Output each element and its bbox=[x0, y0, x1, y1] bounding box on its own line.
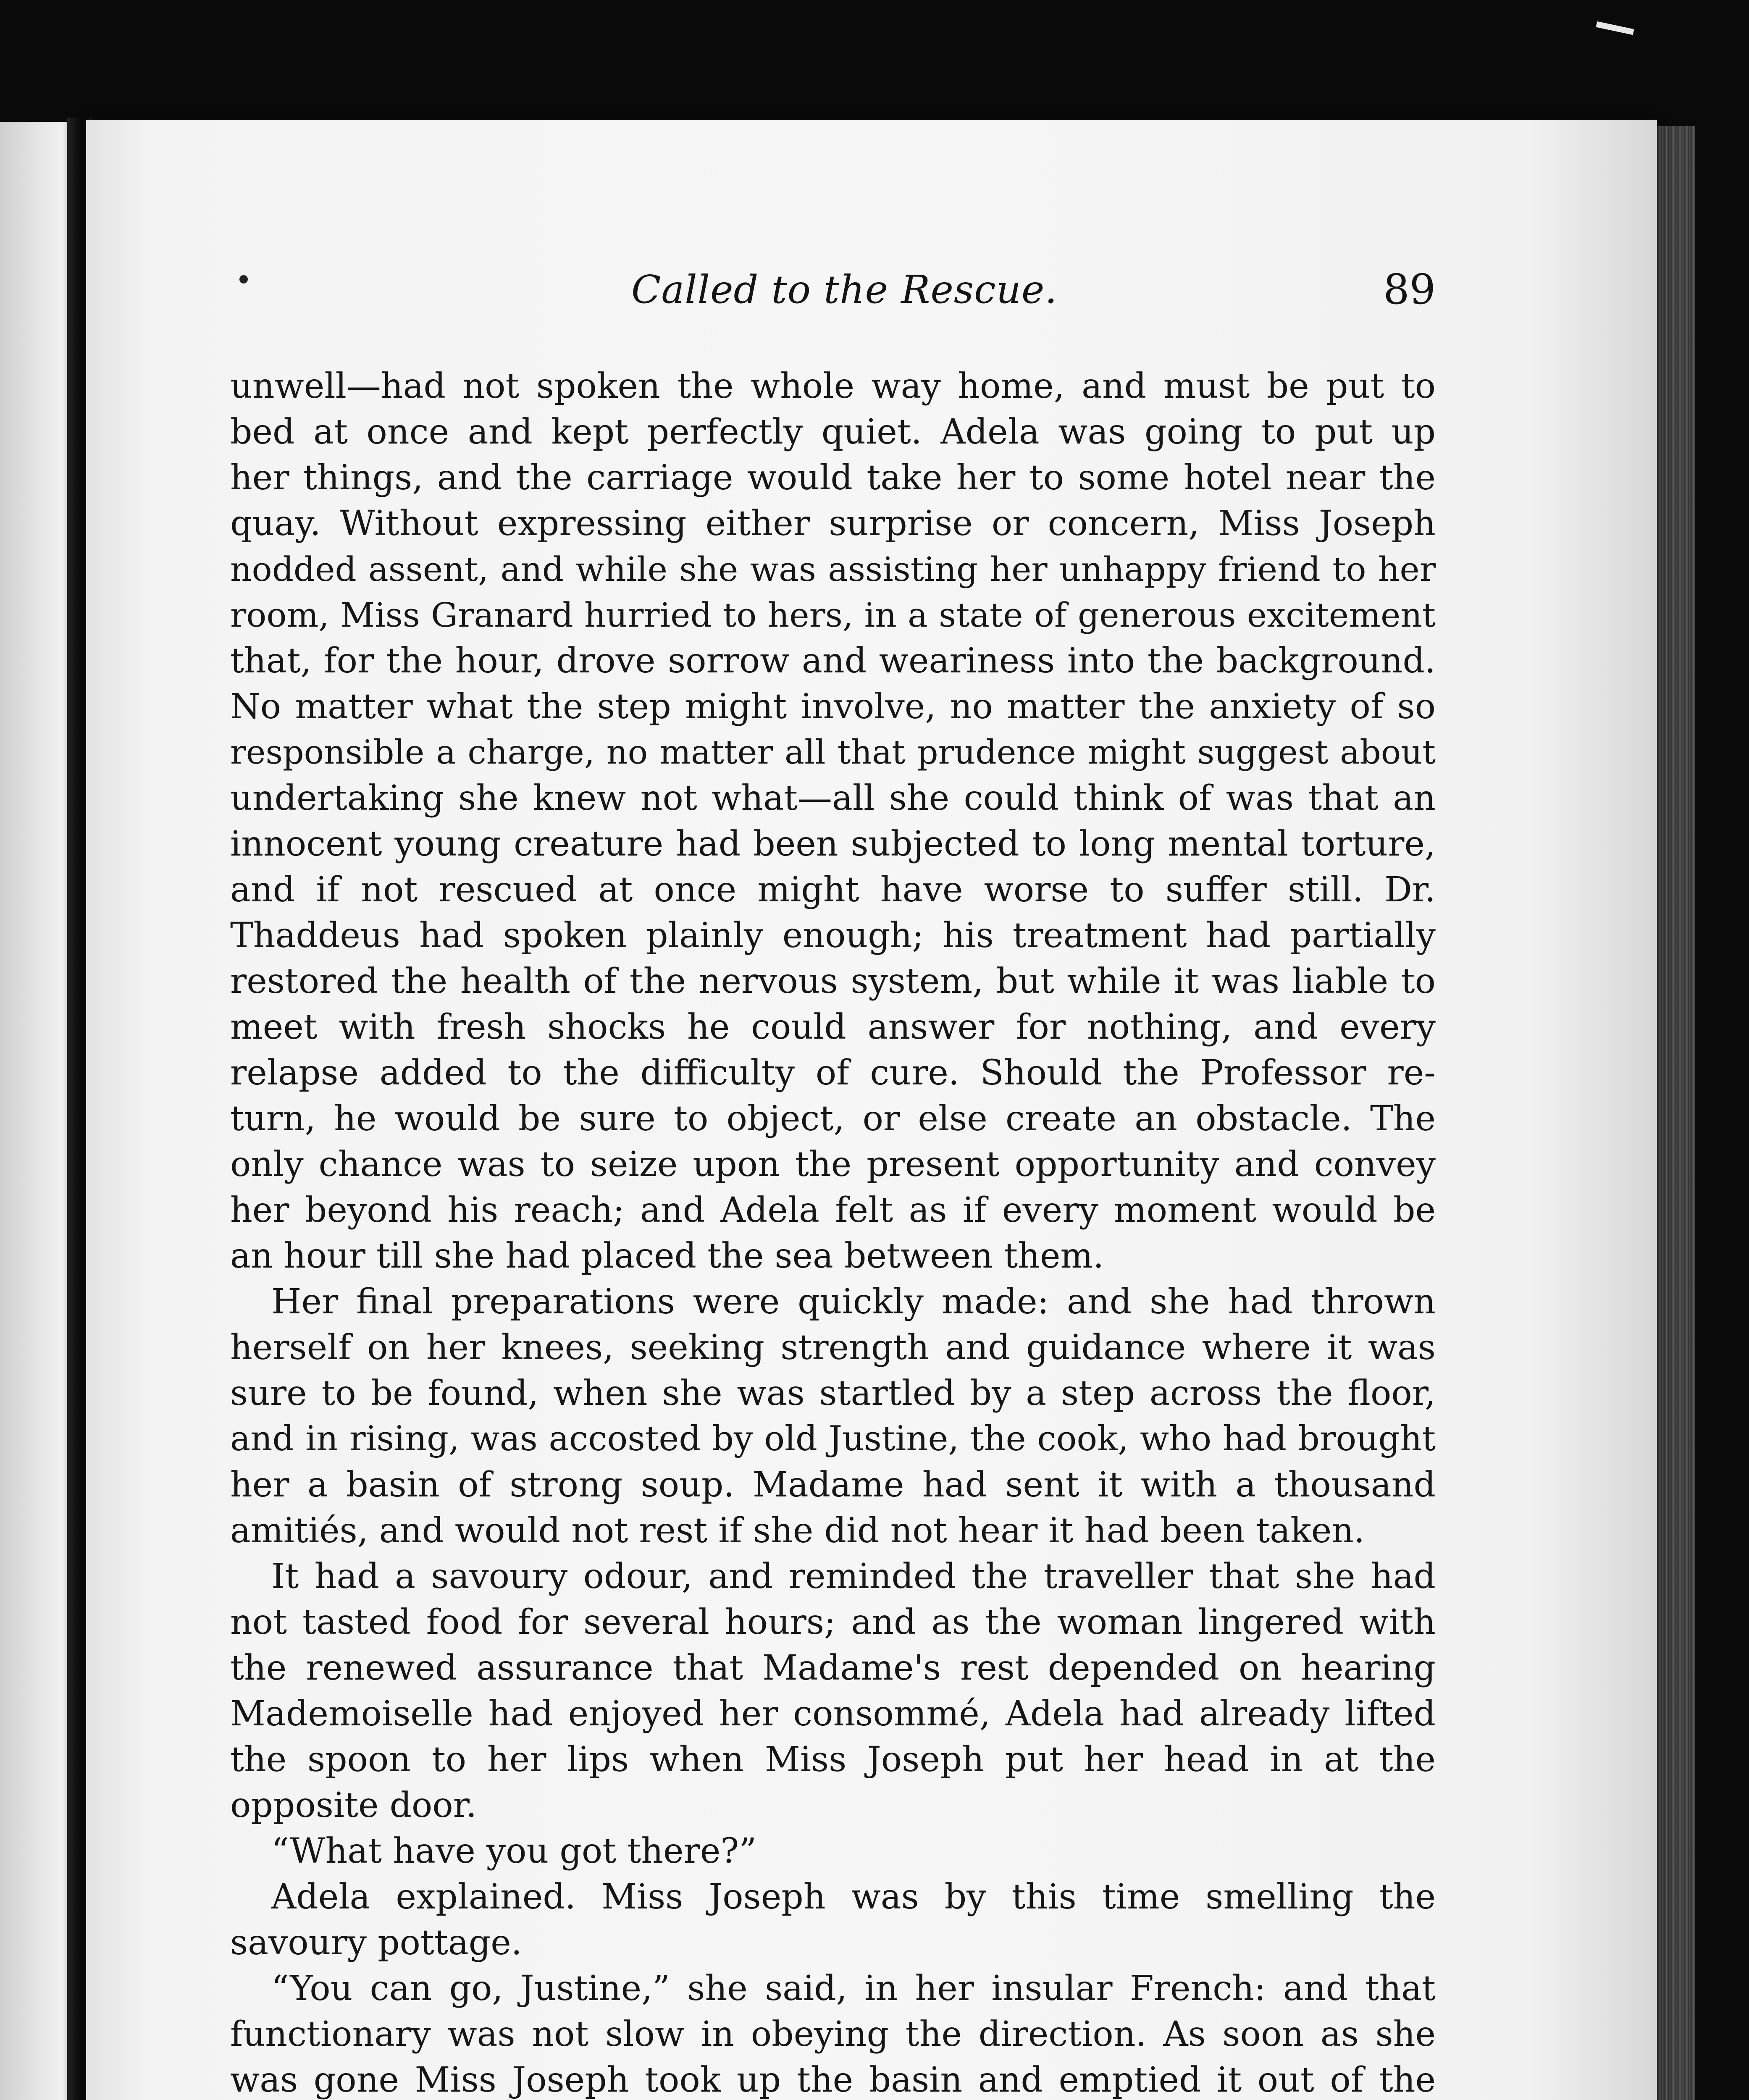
text-line: nodded assent, and while she was assisting her unhappy friend to her bbox=[230, 550, 1436, 589]
text-line: her a basin of strong soup. Madame had sent it with a thousand bbox=[230, 1465, 1436, 1505]
text-line: No matter what the step might involve, no matter the anxiety of so bbox=[230, 687, 1436, 727]
text-line: sure to be found, when she was startled by a step across the floor, bbox=[230, 1373, 1436, 1413]
text-line: quay. Without expressing either surprise or concern, Miss Joseph bbox=[230, 504, 1436, 543]
text-line: responsible a charge, no matter all that prudence might suggest about bbox=[230, 733, 1436, 772]
text-line: It had a savoury odour, and reminded the traveller that she had bbox=[271, 1557, 1436, 1596]
text-line: Mademoiselle had enjoyed her consommé, Adela had already lifted bbox=[230, 1694, 1436, 1734]
text-line: innocent young creature had been subjected to long mental torture, bbox=[230, 824, 1436, 864]
text-line: functionary was not slow in obeying the direction. As soon as she bbox=[230, 2014, 1436, 2054]
text-line: her things, and the carriage would take her to some hotel near the bbox=[230, 458, 1436, 498]
text-line: only chance was to seize upon the present opportunity and convey bbox=[230, 1144, 1436, 1184]
text-line: opposite door. bbox=[230, 1785, 477, 1825]
text-line: unwell—had not spoken the whole way home, and must be put to bbox=[230, 366, 1436, 406]
text-line: room, Miss Granard hurried to hers, in a state of generous excitement bbox=[230, 596, 1436, 635]
text-line: and in rising, was accosted by old Justine, the cook, who had brought bbox=[230, 1419, 1436, 1459]
text-line: Adela explained. Miss Joseph was by this time smelling the bbox=[271, 1877, 1436, 1917]
page-number: 89 bbox=[1383, 266, 1436, 314]
corner-mark bbox=[1596, 21, 1634, 35]
text-line: meet with fresh shocks he could answer for nothing, and every bbox=[230, 1007, 1436, 1047]
text-line: restored the health of the nervous system, but while it was liable to bbox=[230, 961, 1436, 1001]
text-line: not tasted food for several hours; and as the woman lingered with bbox=[230, 1602, 1436, 1642]
page-header bbox=[230, 260, 1436, 319]
text-line: amitiés, and would not rest if she did not hear it had been taken. bbox=[230, 1511, 1365, 1551]
text-line: Thaddeus had spoken plainly enough; his treatment had partially bbox=[230, 916, 1436, 956]
text-line: “You can go, Justine,” she said, in her insular French: and that bbox=[271, 1969, 1436, 2008]
text-line: her beyond his reach; and Adela felt as if every moment would be bbox=[230, 1190, 1436, 1230]
text-line: turn, he would be sure to object, or else create an obstacle. The bbox=[230, 1099, 1436, 1139]
text-line: relapse added to the difficulty of cure. Should the Professor re- bbox=[230, 1053, 1436, 1093]
body-text bbox=[230, 363, 1436, 2100]
text-line: the spoon to her lips when Miss Joseph put her head in at the bbox=[230, 1740, 1436, 1780]
text-line: the renewed assurance that Madame's rest depended on hearing bbox=[230, 1648, 1436, 1688]
text-line: that, for the hour, drove sorrow and weariness into the background. bbox=[230, 641, 1436, 681]
text-line: Her final preparations were quickly made: and she had thrown bbox=[271, 1282, 1436, 1322]
left-page-edge bbox=[0, 122, 74, 2100]
text-line: herself on her knees, seeking strength and guidance where it was bbox=[230, 1328, 1436, 1368]
text-line: an hour till she had placed the sea between them. bbox=[230, 1236, 1104, 1276]
text-line: savoury pottage. bbox=[230, 1923, 522, 1963]
text-line: bed at once and kept perfectly quiet. Adela was going to put up bbox=[230, 412, 1436, 452]
text-line: and if not rescued at once might have worse to suffer still. Dr. bbox=[230, 870, 1436, 910]
text-line: “What have you got there?” bbox=[271, 1831, 757, 1871]
text-line: was gone Miss Joseph took up the basin and emptied it out of the bbox=[230, 2060, 1436, 2100]
running-head: Called to the Rescue. bbox=[631, 267, 1058, 312]
text-line: undertaking she knew not what—all she could think of was that an bbox=[230, 778, 1436, 818]
